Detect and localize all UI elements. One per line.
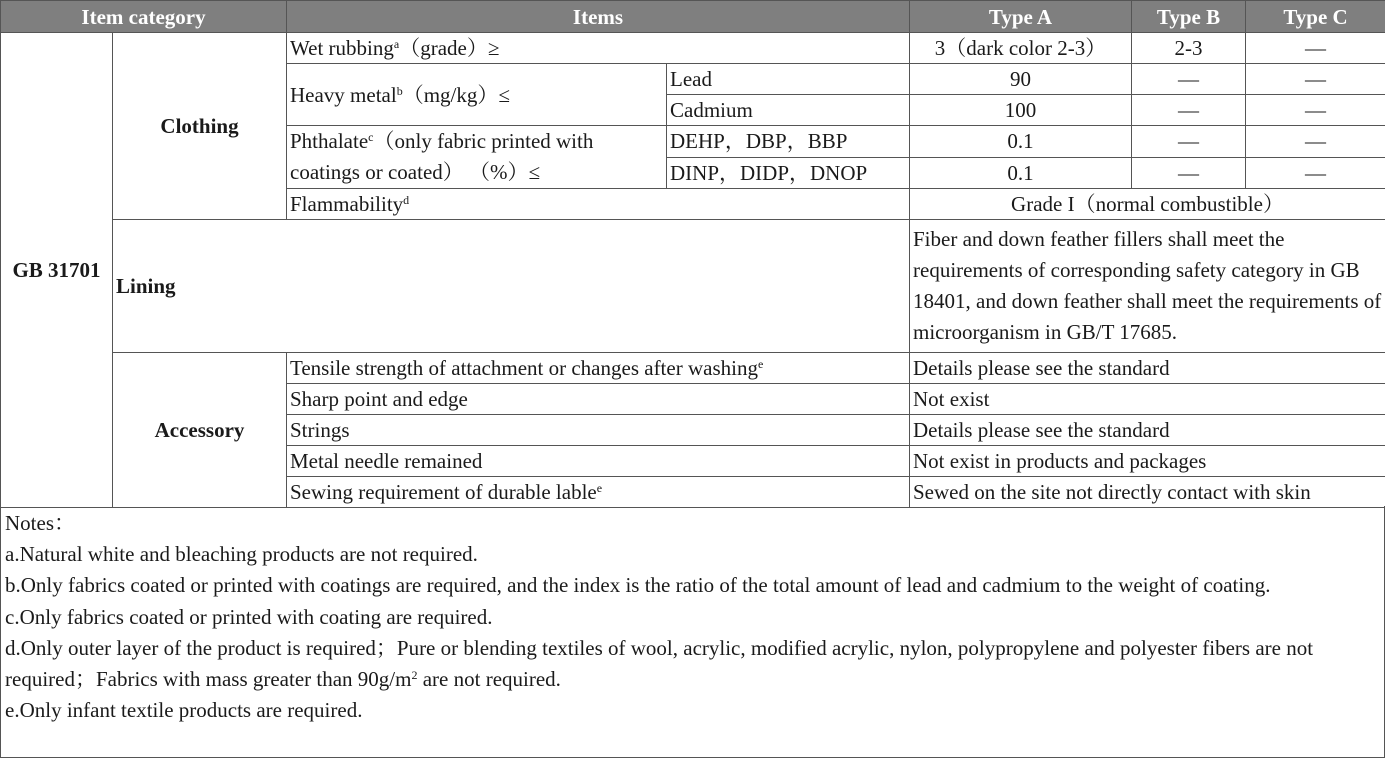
accessory-item: Strings (287, 415, 910, 446)
lead-type-a: 90 (910, 64, 1132, 95)
dehp-type-c: — (1246, 126, 1385, 158)
subitem-cadmium: Cadmium (667, 95, 910, 126)
accessory-value: Details please see the standard (910, 353, 1385, 384)
accessory-value: Details please see the standard (910, 415, 1385, 446)
cadmium-type-a: 100 (910, 95, 1132, 126)
accessory-item: Sharp point and edge (287, 384, 910, 415)
header-row (1, 1, 1385, 33)
subitem-dinp: DINP，DIDP，DNOP (667, 157, 910, 189)
table-row (1, 33, 1385, 64)
category-accessory: Accessory (113, 353, 287, 508)
accessory-item: Tensile strength of attachment or changes after washing$^e$ (287, 353, 910, 384)
note-d: d.Only outer layer of the product is required；Pure or blending textiles of wool, acrylic, modified acrylic, nylon, polypropylene and polyester fibers are not required；Fabrics with mass greater than $90g/m^2$ are not required. (5, 635, 1314, 692)
dehp-type-a: 0.1 (910, 126, 1132, 158)
note-b: b.Only fabrics coated or printed with coatings are required, and the index is the ratio of the total amount of lead and cadmium to the weight of coating. (5, 573, 1271, 598)
notes-title: Notes： (5, 511, 75, 535)
note-e: e.Only infant textile products are required. (5, 698, 363, 723)
lead-type-b: — (1132, 64, 1246, 95)
item-phthalate: Phthalate$^c$（only fabric printed with coatings or coated） （%）≤ (287, 126, 667, 189)
flammability-value: Grade I（normal combustible） (910, 189, 1385, 220)
item-flammability: Flammability$^d$ (287, 189, 910, 220)
wet-rubbing-type-a: 3（dark color 2-3） (910, 33, 1132, 64)
note-c: c.Only fabrics coated or printed with coating are required. (5, 604, 493, 629)
accessory-item: Metal needle remained (287, 446, 910, 477)
notes-section (0, 506, 1385, 758)
accessory-value: Sewed on the site not directly contact with skin (910, 477, 1385, 508)
wet-rubbing-type-b: 2-3 (1132, 33, 1246, 64)
cadmium-type-c: — (1246, 95, 1385, 126)
category-clothing: Clothing (113, 33, 287, 220)
dinp-type-a: 0.1 (910, 157, 1132, 189)
item-heavy-metal: Heavy metal$^b$（mg/kg）≤ (287, 64, 667, 126)
wet-rubbing-type-c: — (1246, 33, 1385, 64)
header-type-b: Type B (1132, 1, 1246, 33)
dehp-type-b: — (1132, 126, 1246, 158)
subitem-dehp: DEHP，DBP，BBP (667, 126, 910, 158)
header-item-category: Item category (1, 1, 287, 33)
subitem-lead: Lead (667, 64, 910, 95)
lining-value: Fiber and down feather fillers shall meet the requirements of corresponding safety category in GB 18401, and down feather shall meet the requirements of microorganism in GB/T 17685. (910, 220, 1385, 353)
cadmium-type-b: — (1132, 95, 1246, 126)
item-wet-rubbing: Wet rubbing$^a$（grade）≥ (287, 33, 910, 64)
header-type-c: Type C (1246, 1, 1385, 33)
standard-cell: GB 31701 (1, 33, 113, 508)
table-row (1, 353, 1385, 384)
lead-type-c: — (1246, 64, 1385, 95)
accessory-value: Not exist (910, 384, 1385, 415)
dinp-type-b: — (1132, 157, 1246, 189)
table-row (1, 220, 1385, 353)
category-lining: Lining (113, 220, 910, 353)
dinp-type-c: — (1246, 157, 1385, 189)
header-type-a: Type A (910, 1, 1132, 33)
accessory-item: Sewing requirement of durable lable$^e$ (287, 477, 910, 508)
accessory-value: Not exist in products and packages (910, 446, 1385, 477)
note-a: a.Natural white and bleaching products are not required. (5, 542, 478, 567)
header-items: Items (287, 1, 910, 33)
